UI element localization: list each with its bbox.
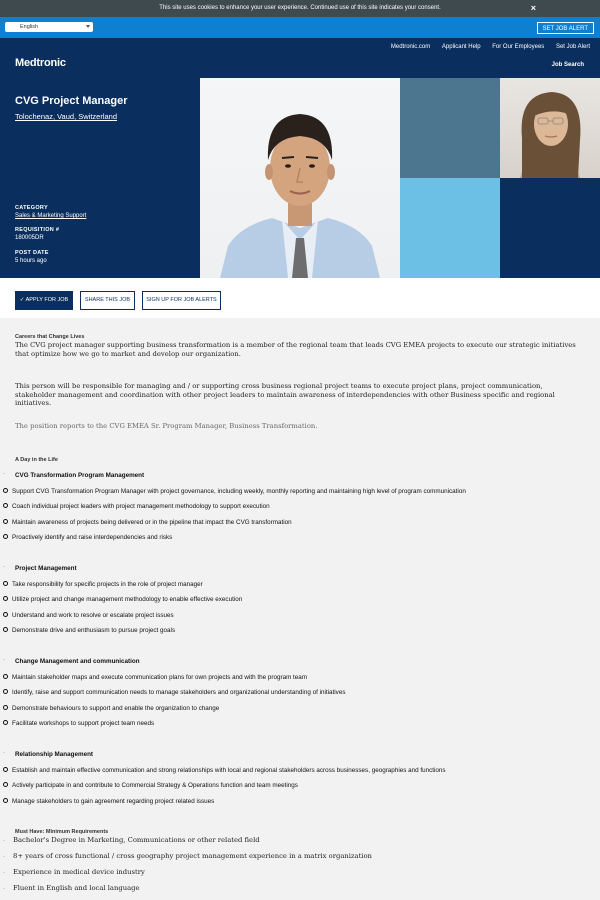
- bullet-dot: ·: [3, 471, 5, 477]
- bullet-icon: [3, 581, 8, 586]
- bullet-icon: [3, 488, 8, 493]
- list-item: Identify, raise and support communication needs to manage stakeholders and organizational understanding of initiatives: [3, 689, 345, 696]
- apply-for-job-button[interactable]: ✓ APPLY FOR JOB: [15, 291, 73, 310]
- job-description: [0, 318, 600, 900]
- bullet-icon: [3, 720, 8, 725]
- list-item: Facilitate workshops to support project team needs: [3, 720, 154, 727]
- post-date-label: POST DATE: [15, 250, 49, 256]
- cookie-message: This site uses cookies to enhance your user experience. Continued use of this site indicates your consent.: [159, 5, 441, 11]
- list-item: Maintain awareness of projects being delivered or in the pipeline that impact the CVG transformation: [3, 519, 292, 526]
- nav-link-for-our-employees[interactable]: For Our Employees: [492, 44, 545, 50]
- bullet-icon: [3, 596, 8, 601]
- language-select[interactable]: [5, 22, 93, 32]
- hero-photo-man: [200, 78, 400, 278]
- nav-link-applicant-help[interactable]: Applicant Help: [441, 44, 481, 50]
- job-title: CVG Project Manager: [15, 95, 128, 107]
- set-job-alert-button[interactable]: SET JOB ALERT: [537, 22, 594, 34]
- job-summary-panel: [0, 78, 200, 278]
- hero-tile-sky: [400, 178, 500, 278]
- section-title: CVG Transformation Program Management: [15, 472, 145, 479]
- section-title: Change Management and communication: [15, 658, 140, 665]
- list-item: · Fluent in English and local language: [3, 884, 140, 892]
- top-navigation: [381, 44, 590, 50]
- section-title: Relationship Management: [15, 751, 94, 758]
- list-item: Establish and maintain effective communication and strong relationships with local and regional stakeholders across businesses, geographies and functions: [3, 767, 446, 774]
- bullet-dot: ·: [3, 564, 5, 570]
- bullet-icon: [3, 534, 8, 539]
- medtronic-logo[interactable]: Medtronic: [15, 57, 66, 69]
- language-select-value: English: [20, 24, 39, 30]
- list-item: Maintain stakeholder maps and execute communication plans for own projects and with the program team: [3, 674, 307, 681]
- bullet-icon: [3, 705, 8, 710]
- list-item: Take responsibility for specific projects in the role of project manager: [3, 581, 203, 588]
- day-in-life-heading: A Day in the Life: [15, 457, 58, 463]
- list-item: Understand and work to resolve or escalate project issues: [3, 612, 174, 619]
- bullet-icon: [3, 798, 8, 803]
- job-location-link[interactable]: Tolochenaz, Vaud, Switzerland: [15, 112, 118, 121]
- must-have-heading: Must Have: Minimum Requirements: [15, 829, 109, 835]
- nav-link-medtronic-com[interactable]: Medtronic.com: [390, 44, 431, 50]
- section-title: Project Management: [15, 565, 77, 572]
- category-label: CATEGORY: [15, 205, 48, 211]
- list-item: Utilize project and change management methodology to enable effective execution: [3, 596, 242, 603]
- site-header: [0, 38, 600, 78]
- bullet-icon: [3, 503, 8, 508]
- requisition-value: 180005DR: [15, 235, 44, 241]
- sign-up-for-job-alerts-button[interactable]: SIGN UP FOR JOB ALERTS: [142, 291, 221, 310]
- bullet-icon: [3, 674, 8, 679]
- list-item: Demonstrate drive and enthusiasm to pursue project goals: [3, 627, 175, 634]
- list-item: Support CVG Transformation Program Manager with project governance, including weekly, monthly reporting and maintaining high level of program communication: [3, 488, 466, 495]
- list-item: Manage stakeholders to gain agreement regarding project related issues: [3, 798, 214, 805]
- bullet-icon: [3, 519, 8, 524]
- job-search-link[interactable]: Job Search: [551, 62, 584, 68]
- bullet-icon: [3, 782, 8, 787]
- requisition-label: REQUISITION #: [15, 227, 60, 233]
- list-item: Proactively identify and raise interdependencies and risks: [3, 534, 172, 541]
- list-item: · Bachelor's Degree in Marketing, Communications or other related field: [3, 836, 260, 844]
- close-cookie-banner-button[interactable]: ×: [530, 3, 536, 13]
- responsibility-paragraph: This person will be responsible for managing and / or supporting cross business regional project teams to execute project plans, project communication, stakeholder management and coordination with other project leaders to maintain awareness of interdependencies with other Business specific and regional initiatives.: [15, 382, 555, 407]
- bullet-icon: [3, 612, 8, 617]
- bullet-dot: ·: [3, 750, 5, 756]
- job-actions: [0, 278, 600, 318]
- list-item: Actively participate in and contribute to Commercial Strategy & Operations function and team meetings: [3, 782, 298, 789]
- hero-tile-slate: [400, 78, 500, 178]
- intro-paragraph: The CVG project manager supporting business transformation is a member of the regional team that leads CVG EMEA projects to execute our strategic initiatives that optimize how we go to market and develop our organization.: [15, 341, 576, 358]
- hero-photo-woman: [500, 78, 600, 178]
- bullet-icon: [3, 627, 8, 632]
- job-hero: [0, 78, 600, 278]
- hero-tile-navy: [500, 178, 600, 278]
- bullet-dot: ·: [3, 657, 5, 663]
- list-item: Coach individual project leaders with project management methodology to support execution: [3, 503, 270, 510]
- cookie-banner: [0, 0, 600, 17]
- nav-link-set-job-alert[interactable]: Set Job Alert: [555, 44, 590, 50]
- bullet-icon: [3, 767, 8, 772]
- reports-paragraph: The position reports to the CVG EMEA Sr. Program Manager, Business Transformation.: [15, 422, 318, 430]
- post-date-value: 5 hours ago: [15, 258, 47, 264]
- list-item: Demonstrate behaviours to support and enable the organization to change: [3, 705, 219, 712]
- careers-heading: Careers that Change Lives: [15, 334, 85, 340]
- list-item: · Experience in medical device industry: [3, 868, 145, 876]
- list-item: · 8+ years of cross functional / cross geography project management experience in a matrix organization: [3, 852, 372, 860]
- category-link[interactable]: Sales & Marketing Support: [15, 213, 87, 219]
- utility-bar: [0, 17, 600, 38]
- share-this-job-button[interactable]: SHARE THIS JOB: [80, 291, 135, 310]
- bullet-icon: [3, 689, 8, 694]
- chevron-down-icon: [86, 25, 90, 28]
